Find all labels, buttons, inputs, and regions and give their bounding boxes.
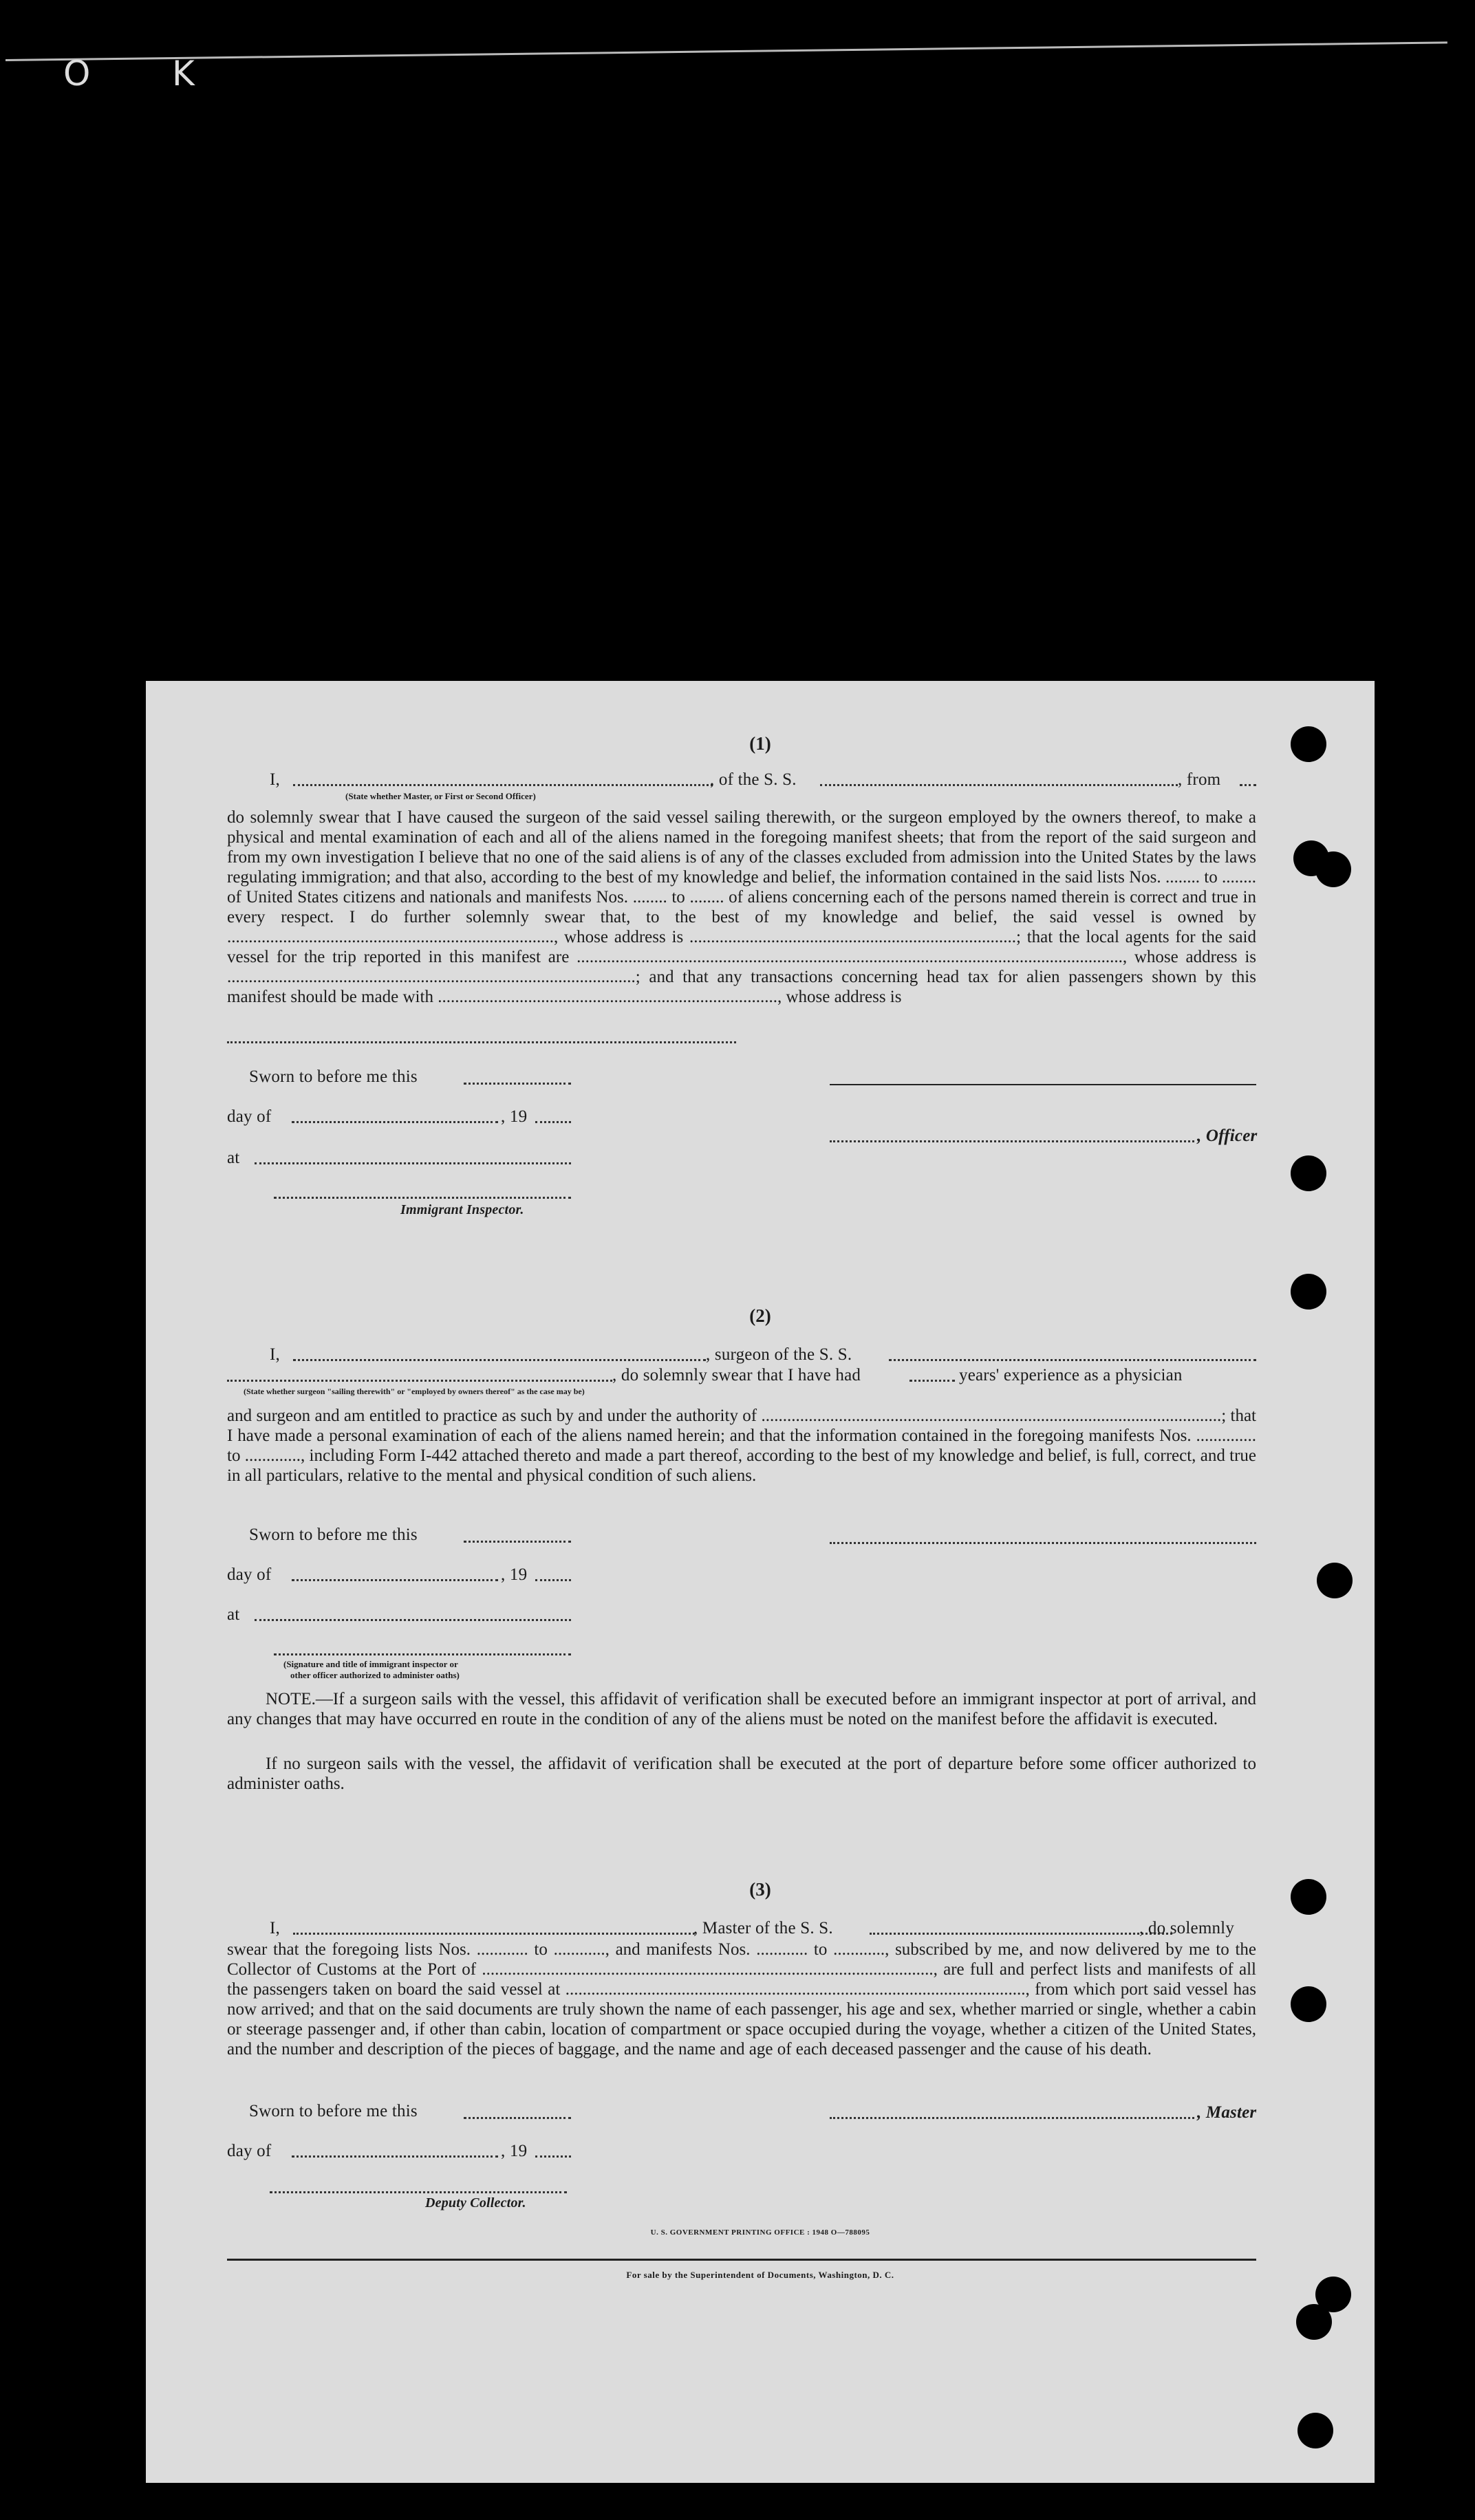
s2-line2-mid: , do solemnly swear that I have had bbox=[612, 1366, 861, 1384]
s3-name-blank bbox=[293, 1933, 695, 1935]
s2-line2-end: years' experience as a physician bbox=[959, 1366, 1183, 1384]
punch-hole bbox=[1291, 1274, 1326, 1310]
s3-master-blank bbox=[830, 2117, 1194, 2119]
s2-at-blank bbox=[255, 1619, 571, 1621]
section-1-number: (1) bbox=[749, 733, 771, 754]
footer-rule bbox=[227, 2259, 1256, 2261]
s3-year-blank bbox=[535, 2155, 571, 2158]
s2-day-of: day of bbox=[227, 1565, 272, 1584]
s3-line1-end: , do solemnly bbox=[1139, 1919, 1235, 1937]
s2-vessel-blank bbox=[889, 1359, 1256, 1361]
s2-note-text: —If a surgeon sails with the vessel, this affidavit of verification shall be executed before an immigrant inspector at port of arrival, and any changes that may have occurred en route in the condition of any of the aliens must be noted on the manifest before the affidavit is executed. bbox=[227, 1690, 1256, 1728]
s1-officer: , Officer bbox=[1197, 1127, 1258, 1145]
s2-signature-line bbox=[830, 1542, 1256, 1544]
s3-deputy-line bbox=[270, 2191, 567, 2193]
s1-at-blank bbox=[255, 1162, 571, 1164]
s2-years-blank bbox=[909, 1380, 955, 1382]
punch-hole bbox=[1317, 1563, 1353, 1598]
section-2-number: (2) bbox=[749, 1305, 771, 1326]
s1-vessel-blank bbox=[820, 784, 1178, 786]
s1-body: do solemnly swear that I have caused the surgeon of the said vessel sailing therewith, or the surgeon employed by the owners thereof, to make a physical and mental examination of each and all of the aliens named in the foregoing manifest sheets; that from the report of the said surgeon and from my own investigation I believe that no one of the said aliens is of any of the classes excluded from admission into the United States by the laws regulating immigration; and that also, according to the best of my knowledge and belief, the information contained in the said lists Nos. ........ to ........ of United States citizens and nationals and manifests Nos. ........ to ........ of aliens concerning each of the persons named therein is correct and true in every respect. I do further solemnly swear that, to the best of my knowledge and belief, the said vessel is owned by ............................................................................, whose address is ............................................................................; that the local agents for the said vessel for the trip reported in this manifest are ..............................................................................................................................., whose address is ...............................................................................................; and that any transactions concerning head tax for alien passengers shown by this manifest should be made with ..............................................................................., whose address is bbox=[227, 808, 1256, 1006]
punch-hole bbox=[1296, 2304, 1332, 2340]
s1-sworn: Sworn to before me this bbox=[249, 1067, 418, 1086]
s3-body: swear that the foregoing lists Nos. ............ to ............, and manifests Nos. ............ to ............, subscribed by me, and now delivered by me to the Collector of Customs at the Port of ........................................................................................................., are full and perfect lists and manifests of all the passengers taken on board the said vessel at ..........................................................................................................., from which port said vessel has now arrived; and that on the said documents are truly shown the name of each passenger, his age and sex, whether married or single, whether a cabin or steerage passenger and, if other than cabin, location of compartment or space occupied during the voyage, whether a citizen of the United States, and the number and description of the pieces of baggage, and the name and age of each deceased passenger and the cause of his death. bbox=[227, 1940, 1256, 2059]
s1-sworn-blank bbox=[464, 1083, 571, 1085]
s1-day-of: day of bbox=[227, 1107, 272, 1126]
s1-rank-blank bbox=[293, 784, 713, 786]
s1-day-blank bbox=[292, 1121, 498, 1123]
s3-deputy: Deputy Collector. bbox=[425, 2195, 526, 2211]
s1-line1-end: , from bbox=[1178, 770, 1221, 789]
s2-inspector-line bbox=[274, 1653, 571, 1655]
document-page bbox=[146, 681, 1375, 2483]
s2-sworn-blank bbox=[464, 1541, 571, 1543]
s2-day-blank bbox=[292, 1579, 498, 1581]
s2-name-blank bbox=[293, 1359, 706, 1361]
s2-line1-mid: , surgeon of the S. S. bbox=[706, 1345, 852, 1364]
s1-from-blank bbox=[1240, 784, 1256, 786]
s1-extra-line bbox=[227, 1041, 736, 1043]
s2-status-blank bbox=[227, 1380, 612, 1382]
s2-year-blank bbox=[535, 1579, 571, 1581]
s1-officer-blank bbox=[830, 1140, 1194, 1142]
s2-sig-caption-1: (Signature and title of immigrant inspector or bbox=[283, 1659, 458, 1669]
s3-sworn: Sworn to before me this bbox=[249, 2102, 418, 2120]
s3-day-blank bbox=[292, 2155, 498, 2158]
punch-hole bbox=[1291, 1155, 1326, 1191]
s3-sworn-blank bbox=[464, 2117, 571, 2119]
s3-vessel-blank bbox=[870, 1933, 1172, 1935]
s2-line1-start: I, bbox=[270, 1345, 280, 1364]
s1-line1-mid: , of the S. S. bbox=[710, 770, 797, 789]
section-3-number: (3) bbox=[749, 1879, 771, 1900]
punch-hole bbox=[1291, 1986, 1326, 2022]
top-mark-o: O bbox=[63, 54, 91, 94]
s1-year: , 19 bbox=[501, 1107, 528, 1126]
s1-inspector-line bbox=[274, 1197, 571, 1199]
s2-note2: If no surgeon sails with the vessel, the affidavit of verification shall be executed at the port of departure before some officer authorized to administer oaths. bbox=[227, 1755, 1256, 1793]
top-mark-k: K bbox=[172, 54, 195, 94]
punch-hole bbox=[1315, 851, 1351, 887]
s2-note bbox=[227, 1689, 1256, 1729]
s2-sig-caption-2: other officer authorized to administer oaths) bbox=[290, 1670, 460, 1680]
s1-at: at bbox=[227, 1149, 240, 1167]
s3-day-of: day of bbox=[227, 2142, 272, 2160]
s1-inspector: Immigrant Inspector. bbox=[400, 1202, 524, 1217]
s2-year: , 19 bbox=[501, 1565, 528, 1584]
punch-hole bbox=[1298, 2413, 1333, 2448]
s1-line1-start: I, bbox=[270, 770, 280, 789]
s1-caption: (State whether Master, or First or Second Officer) bbox=[345, 791, 536, 801]
s2-note-label: NOTE. bbox=[266, 1690, 316, 1708]
top-scan-line bbox=[6, 41, 1447, 61]
s3-line1-start: I, bbox=[270, 1919, 280, 1937]
footer-sale: For sale by the Superintendent of Documents, Washington, D. C. bbox=[626, 2270, 894, 2280]
s1-signature-line bbox=[830, 1084, 1256, 1085]
s2-at: at bbox=[227, 1605, 240, 1624]
s2-body: and surgeon and am entitled to practice as such by and under the authority of ...........................................................................................................; that I have made a personal examination of each of the aliens named herein; and that the information contained in the foregoing manifests Nos. .............. to ............., including Form I-442 attached thereto and made a part thereof, according to the best of my knowledge and belief, is full, correct, and true in all particulars, relative to the mental and physical condition of such aliens. bbox=[227, 1406, 1256, 1485]
s3-line1-mid: , Master of the S. S. bbox=[693, 1919, 833, 1937]
s3-year: , 19 bbox=[501, 2142, 528, 2160]
s2-sworn: Sworn to before me this bbox=[249, 1525, 418, 1544]
s2-caption: (State whether surgeon "sailing therewith" or "employed by owners thereof" as the case may be) bbox=[244, 1387, 585, 1396]
footer-printing: U. S. GOVERNMENT PRINTING OFFICE : 1948 O—788095 bbox=[650, 2228, 870, 2237]
s3-master: , Master bbox=[1197, 2103, 1257, 2122]
s1-year-blank bbox=[535, 1121, 571, 1123]
